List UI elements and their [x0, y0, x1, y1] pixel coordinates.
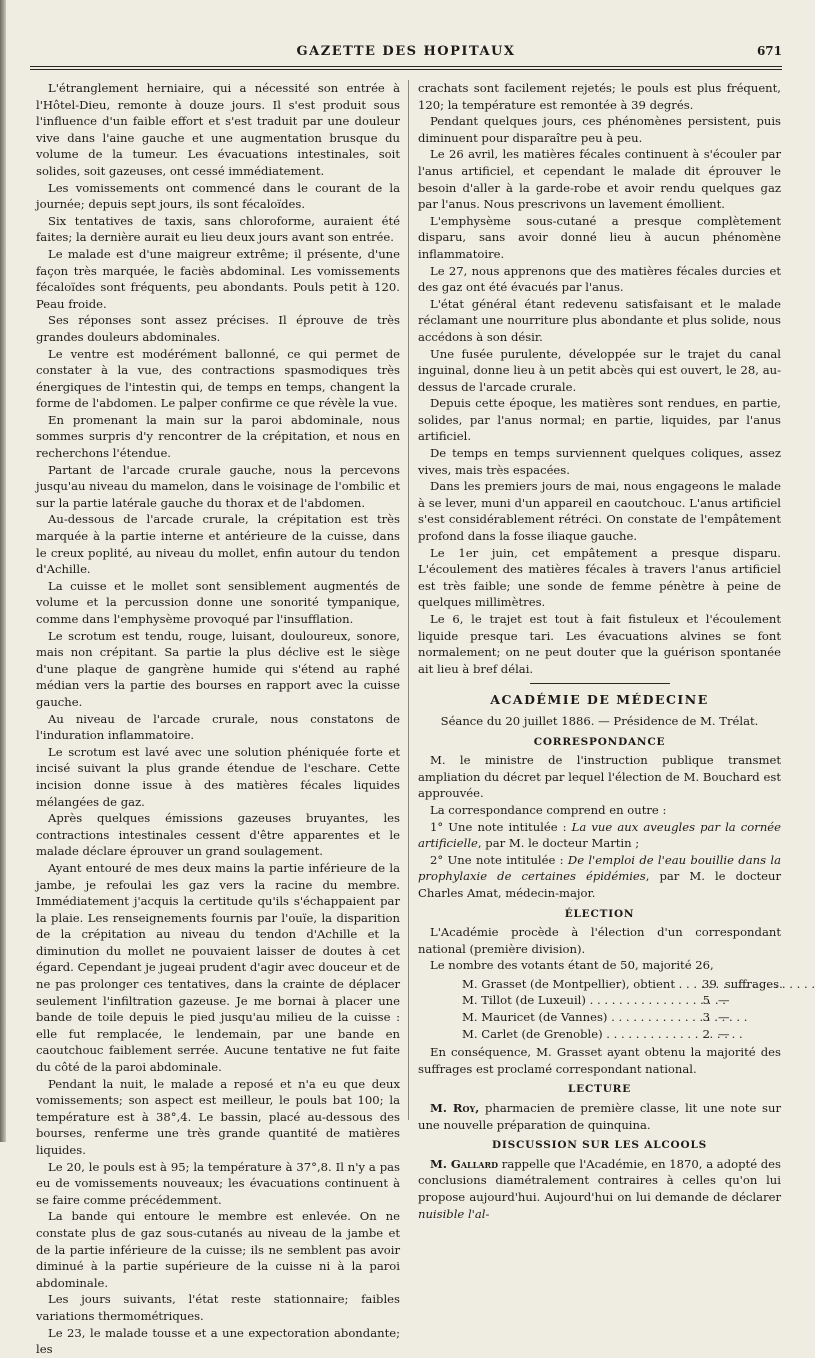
item-suffix: , par M. le docteur Martin ; — [477, 836, 640, 851]
paragraph: Pendant la nuit, le malade a reposé et n'a eu que deux vomissements; son aspect est meilleur, le pouls bat 100; la température est à 38°,4. Le bassin, placé au-dessous des bourses, renferme une très grande quantité de matières liquides. — [36, 1076, 400, 1157]
election-heading: ÉLECTION — [564, 907, 635, 920]
paragraph: En promenant la main sur la paroi abdominale, nous sommes surpris d'y rencontrer de la crépitation, et nous en recherchons l'étendue. — [36, 412, 400, 461]
paragraph: Au-dessous de l'arcade crurale, la crépitation est très marquée à la partie interne et antérieure de la cuisse, dans le creux poplité, au niveau du mollet, enfin autour du tendon d'Achille. — [36, 512, 400, 577]
vote-unit: — — [718, 1026, 730, 1041]
journal-title: GAZETTE DES HOPITAUX — [296, 44, 516, 59]
paragraph: Les jours suivants, l'état reste stationnaire; faibles variations thermométriques. — [36, 1292, 400, 1323]
paragraph: Le 6, le trajet est tout à fait fistuleux et l'écoulement liquide presque tari. Les évacuations alvines se font normalement; on ne peut douter que la guérison spontanée ait lieu à bref délai. — [418, 612, 781, 676]
paragraph: Le nombre des votants étant de 50, majorité 26, — [430, 958, 714, 973]
paragraph: La correspondance comprend en outre : — [430, 802, 667, 817]
vote-unit: — — [718, 1010, 730, 1025]
paragraph: Le 27, nous apprenons que des matières fécales durcies et des gaz ont été évacués par l'anus. — [418, 263, 781, 295]
lecture-heading: LECTURE — [567, 1083, 632, 1096]
vote-unit: — — [718, 993, 730, 1008]
page-header — [30, 44, 782, 68]
paragraph: Les vomissements ont commencé dans le courant de la journée; depuis sept jours, ils sont fécaloïdes. — [36, 180, 400, 212]
paragraph: M. le ministre de l'instruction publique transmet ampliation du décret par lequel l'élection de M. Bouchard est approuvée. — [418, 753, 781, 801]
paragraph: Après quelques émissions gazeuses bruyantes, les contractions intestinales cessent d'être apparentes et le malade déclare éprouver un grand soulagement. — [36, 811, 400, 859]
discussion-text: rappelle que l'Académie, en 1870, a adopté des conclusions diamétralement contraires à celles qu'on lui propose aujourd'hui. Aujourd'hui on lui demande de déclarer — [418, 1156, 781, 1204]
candidate-name: M. Carlet (de Grenoble) . . . — [462, 1026, 680, 1043]
header-rule-double — [30, 69, 782, 70]
paragraph: Une fusée purulente, développée sur le trajet du canal inguinal, donne lieu à un petit abcès qui est ouvert, le 28, au-dessus de l'arcade crurale. — [418, 346, 781, 394]
paragraph: Le 1er juin, cet empâtement a presque disparu. L'écoulement des matières fécales à travers l'anus artificiel est très faible; une sonde de femme pénètre à peine de quelques millimètres. — [418, 545, 781, 610]
paragraph: Le scrotum est tendu, rouge, luisant, douloureux, sonore, mais non crépitant. Sa partie la plus déclive est le siège d'une plaque de gangrène humide qui s'étend au raphé médian vers la partie des bourses en rapport avec la cuisse gauche. — [36, 628, 400, 709]
lecture-paragraph — [418, 1100, 781, 1133]
header-rule — [30, 66, 782, 67]
vote-count: 3 — [702, 1010, 710, 1025]
academie-heading: ACADÉMIE DE MÉDECINE — [490, 692, 709, 708]
item-title: La vue aux aveugles par la cornée artificielle — [418, 819, 782, 851]
section-separator — [530, 683, 670, 684]
paragraph: L'étranglement herniaire, qui a nécessité son entrée à l'Hôtel-Dieu, remonte à douze jours. Il s'est produit sous l'influence d'un faible effort et s'est traduit par une douleur vive dans l'aine gauche et une augmentation brusque du volume de la tumeur. Les évacuations intestinales, soit solides, soit gazeuses, ont cessé immédiatement. — [36, 81, 400, 178]
paragraph: Partant de l'arcade crurale gauche, nous la percevons jusqu'au niveau du mamelon, dans le voisinage de l'ombilic et sur la partie latérale gauche du thorax et de l'abdomen. — [36, 462, 400, 510]
vote-list — [462, 976, 781, 1042]
right-column — [418, 80, 783, 1221]
paragraph: Au niveau de l'arcade crurale, nous constatons de l'induration inflammatoire. — [36, 711, 400, 743]
paragraph: De temps en temps surviennent quelques coliques, assez vives, mais très espacées. — [418, 446, 781, 477]
vote-count: 5 — [702, 993, 710, 1008]
vote-row — [462, 992, 781, 1009]
paragraph: L'état général étant redevenu satisfaisant et le malade réclamant une nourriture plus abondante et plus solide, nous accédons à son désir. — [418, 296, 781, 344]
candidate-name: M. Mauricet (de Vannes) . . . — [462, 1009, 680, 1026]
left-column — [36, 80, 400, 1357]
paragraph: Le 23, le malade tousse et a une expectoration abondante; les — [36, 1325, 400, 1357]
item-prefix: 1° Une note intitulée : — [430, 819, 572, 834]
paragraph: crachats sont facilement rejetés; le pouls est plus fréquent, 120; la température est remontée à 39 degrés. — [418, 81, 781, 112]
speaker-name: M. Gallard — [430, 1156, 499, 1171]
paragraph: L'emphysème sous-cutané a presque complètement disparu, sans avoir donné lieu à aucun phénomène inflammatoire. — [418, 213, 781, 261]
paragraph: Le ventre est modérément ballonné, ce qui permet de constater à la vue, des contractions spasmodiques très énergiques de l'intestin qui, de temps en temps, changent la forme de l'abdomen. Le palper confirme ce que révèle la vue. — [36, 346, 400, 411]
correspondance-item — [418, 819, 781, 852]
item-prefix: 2° Une note intitulée : — [430, 852, 568, 867]
paragraph: La bande qui entoure le membre est enlevée. On ne constate plus de gaz sous-cutanés au niveau de la jambe et de la partie inférieure de la cuisse; ils ne semblent pas avoir diminué à la partie supérieure de la cuisse ni à la paroi abdominale. — [36, 1209, 400, 1290]
page-number: 671 — [756, 44, 782, 58]
correspondance-item — [418, 852, 781, 902]
paragraph: En conséquence, M. Grasset ayant obtenu la majorité des suffrages est proclamé correspondant national. — [418, 1045, 781, 1076]
discussion-tail: nuisible l'al- — [418, 1206, 490, 1221]
paragraph: L'Académie procède à l'élection d'un correspondant national (première division). — [418, 925, 781, 956]
discussion-paragraph — [418, 1156, 781, 1222]
paragraph: Le scrotum est lavé avec une solution phéniquée forte et incisé suivant la plus grande étendue de l'eschare. Cette incision donne issue à des matières fécales liquides mélangées de gaz. — [36, 744, 400, 809]
vote-unit: suffrages. — [724, 976, 783, 991]
vote-row — [462, 976, 781, 993]
item-suffix: , par M. le docteur Charles Amat, médecin-major. — [418, 869, 782, 900]
correspondance-heading: CORRESPONDANCE — [533, 735, 666, 748]
candidate-name: M. Tillot (de Luxeuil) . . . — [462, 992, 680, 1009]
paragraph: La cuisse et le mollet sont sensiblement augmentés de volume et la percussion donne une sonorité tympanique, comme dans l'emphysème provoqué par l'insufflation. — [36, 578, 400, 626]
vote-row — [462, 1009, 781, 1026]
vote-count: 39 — [702, 976, 717, 991]
paragraph: Ayant entouré de mes deux mains la partie inférieure de la jambe, je refoulai les gaz vers la racine du membre. Immédiatement j'acquis la certitude qu'ils s'échappaient par la plaie. Les renseignements fournis par l'ouïe, la disparition de la crépitation au niveau du tendon d'Achille et la diminution du mollet ne pouvaient laisser de doutes à cet égard. Cependant je jugeai prudent d'agir avec douceur et de ne pas prolonger ces tentatives, dans la crainte de déplacer seulement l'infiltration gazeuse. Je me bornai à placer une bande de toile depuis le pied jusqu'au milieu de la cuisse : elle fut remplacée, le lendemain, par une bande en caoutchouc faiblement serrée. Aucune tentative ne fut faite du côté de la paroi abdominale. — [36, 860, 400, 1075]
lecture-text: pharmacien de première classe, lit une note sur une nouvelle préparation de quinquina. — [418, 1101, 781, 1132]
paragraph: Ses réponses sont assez précises. Il éprouve de très grandes douleurs abdominales. — [36, 313, 400, 344]
vote-count: 2 — [702, 1026, 710, 1041]
speaker-name: M. Roy, — [430, 1101, 480, 1116]
paragraph: Dans les premiers jours de mai, nous engageons le malade à se lever, muni d'un appareil en caoutchouc. L'anus artificiel s'est considérablement rétréci. On constate de l'empâtement profond dans la fosse iliaque gauche. — [418, 479, 781, 544]
paragraph: Le 26 avril, les matières fécales continuent à s'écouler par l'anus artificiel, et cependant le malade dit éprouver le besoin d'aller à la garde-robe et avoir rendu quelques gaz par l'anus. Nous prescrivons un lavement émollient. — [418, 147, 781, 212]
column-divider — [408, 80, 409, 1120]
page-binding-edge — [0, 0, 6, 1142]
paragraph: Pendant quelques jours, ces phénomènes persistent, puis diminuent pour disparaître peu à peu. — [418, 114, 781, 145]
seance-line: Séance du 20 juillet 1886. — Présidence de M. Trélat. — [440, 713, 759, 728]
paragraph: Depuis cette époque, les matières sont rendues, en partie, solides, par l'anus normal; en partie, liquides, par l'anus artificiel. — [418, 396, 781, 444]
discussion-heading: DISCUSSION SUR LES ALCOOLS — [491, 1139, 708, 1152]
paragraph: Six tentatives de taxis, sans chloroforme, auraient été faites; la dernière aurait eu lieu deux jours avant son entrée. — [36, 213, 400, 245]
candidate-name: M. Grasset (de Montpellier), obtient . . . — [462, 976, 702, 993]
paragraph: Le 20, le pouls est à 95; la température à 37°,8. Il n'y a pas eu de vomissements nouveaux; les évacuations continuent à se faire comme précédemment. — [36, 1159, 400, 1207]
vote-row — [462, 1026, 781, 1043]
paragraph: Le malade est d'une maigreur extrême; il présente, d'une façon très marquée, le faciès abdominal. Les vomissements fécaloïdes sont fréquents, peu abondants. Pouls petit à 120. Peau froide. — [36, 246, 400, 311]
item-title: De l'emploi de l'eau bouillie dans la prophylaxie de certaines épidémies — [418, 852, 782, 884]
